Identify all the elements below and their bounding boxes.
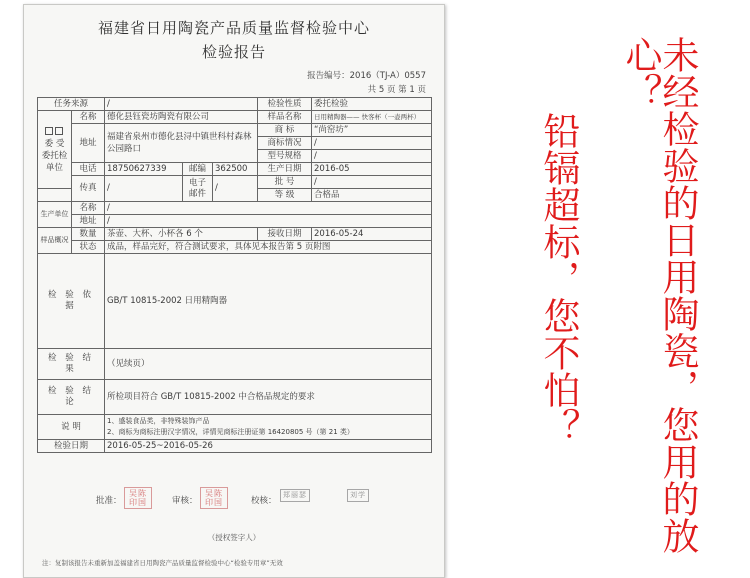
sample-name-value: 日用精陶器—— 快客杯（一壶两杯） (312, 111, 432, 124)
fax-label: 传真 (72, 176, 105, 202)
email-value: / (213, 176, 258, 202)
approve-stamp: 吴陈 印国 (124, 487, 152, 509)
table-row (38, 349, 432, 380)
remark-line-1: 1、盛装食品类，非特殊装饰产品 (107, 417, 210, 425)
recv-label: 接收日期 (258, 228, 312, 241)
producer-addr-value: / (105, 215, 432, 228)
report-institution-title: 福建省日用陶瓷产品质量监督检验中心 (97, 19, 370, 37)
model-label: 型号规格 (258, 150, 312, 163)
name-label: 名称 (72, 111, 105, 124)
fax-value: / (105, 176, 183, 202)
date-label: 检验日期 (38, 440, 105, 453)
table-row (38, 111, 432, 124)
inspection-report (23, 4, 445, 578)
check-stamp: 郑丽瑟 (280, 489, 310, 502)
basis-label: 检 验 依 据 (38, 254, 105, 349)
last-stamp: 刘学 (347, 489, 369, 502)
prod-date-value: 2016-05 (312, 163, 432, 176)
approve-label: 批准： (96, 496, 122, 506)
tm-status-label: 商标情况 (258, 137, 312, 150)
remark-value (105, 415, 432, 440)
remark-line-2: 2、商标为商标注册汉字情况，详情见商标注册证第 16420805 号（第 21 类） (107, 428, 354, 436)
checkbox-icon (45, 127, 53, 135)
producer-group-label: 生产单位 (38, 202, 72, 228)
table-row (38, 241, 432, 254)
sample-group-label: 样品概况 (38, 228, 72, 254)
client-group-text: 委托检单位 (41, 150, 68, 173)
table-row (38, 254, 432, 349)
grade-label: 等 级 (258, 189, 312, 202)
client-check-text: 委 受 (44, 138, 65, 149)
address-label: 地址 (72, 124, 105, 163)
report-number: 报告编号：2016（TJ-A）0557 (307, 71, 426, 81)
prod-date-label: 生产日期 (258, 163, 312, 176)
state-value: 成品，样品完好，符合测试要求，具体见本报告第 5 页附图 (105, 241, 432, 254)
remark-label: 说 明 (38, 415, 105, 440)
recv-value: 2016-05-24 (312, 228, 432, 241)
trademark-value: “尚窑坊” (312, 124, 432, 137)
table-row (38, 380, 432, 415)
model-value: / (312, 150, 432, 163)
review-label: 审核： (172, 496, 198, 506)
date-value: 2016-05-25~2016-05-26 (105, 440, 432, 453)
nature-value: 委托检验 (312, 98, 432, 111)
conclusion-label: 检 验 结 论 (38, 380, 105, 415)
filler-cell (38, 189, 72, 202)
trademark-label: 商 标 (258, 124, 312, 137)
authorized-signer-note: （授权签字人） (207, 533, 261, 542)
table-row (38, 176, 432, 189)
state-label: 状态 (72, 241, 105, 254)
email-label: 电子邮件 (183, 176, 213, 202)
conclusion-value: 所检项目符合 GB/T 10815-2002 中合格品规定的要求 (105, 380, 432, 415)
report-title: 检验报告 (201, 43, 266, 61)
postcode-value: 362500 (213, 163, 258, 176)
phone-label: 电话 (72, 163, 105, 176)
table-row (38, 215, 432, 228)
phone-value: 18750627339 (105, 163, 183, 176)
address-value: 福建省泉州市德化县浔中镇世科村森林公园路口 (105, 124, 258, 163)
source-value: / (105, 98, 258, 111)
qty-value: 茶壶、大杯、小杯各 6 个 (105, 228, 258, 241)
table-row (38, 228, 432, 241)
qty-label: 数量 (72, 228, 105, 241)
postcode-label: 邮编 (183, 163, 213, 176)
basis-value: GB/T 10815-2002 日用精陶器 (105, 254, 432, 349)
table-row (38, 415, 432, 440)
checkbox-icon (55, 127, 63, 135)
footnote: 注：复制该报告未重新加盖福建省日用陶瓷产品质量监督检验中心“检验专用章”无效 (42, 559, 283, 567)
slogan-line-2: 铅镉超标，您不怕？ (537, 112, 580, 445)
sample-name-label: 样品名称 (258, 111, 312, 124)
page-info: 共 5 页 第 1 页 (367, 85, 426, 95)
producer-name-value: / (105, 202, 432, 215)
batch-label: 批 号 (258, 176, 312, 189)
table-row (38, 98, 432, 111)
report-table (37, 97, 432, 453)
review-stamp: 吴陈 印国 (200, 487, 228, 509)
result-value: （见续页） (105, 349, 432, 380)
client-group-label (38, 111, 72, 189)
source-label: 任务来源 (38, 98, 105, 111)
producer-name-label: 名称 (72, 202, 105, 215)
batch-value: / (312, 176, 432, 189)
table-row (38, 124, 432, 137)
grade-value: 合格品 (312, 189, 432, 202)
check-label: 校核： (251, 496, 277, 506)
producer-addr-label: 地址 (72, 215, 105, 228)
result-label: 检 验 结 果 (38, 349, 105, 380)
table-row (38, 440, 432, 453)
tm-status-value: / (312, 137, 432, 150)
slogan-line-1: 未经检验的日用陶瓷，您用的放心？ (619, 36, 699, 554)
nature-label: 检验性质 (258, 98, 312, 111)
table-row (38, 163, 432, 176)
table-row (38, 202, 432, 215)
name-value: 德化县钰瓷坊陶瓷有限公司 (105, 111, 258, 124)
